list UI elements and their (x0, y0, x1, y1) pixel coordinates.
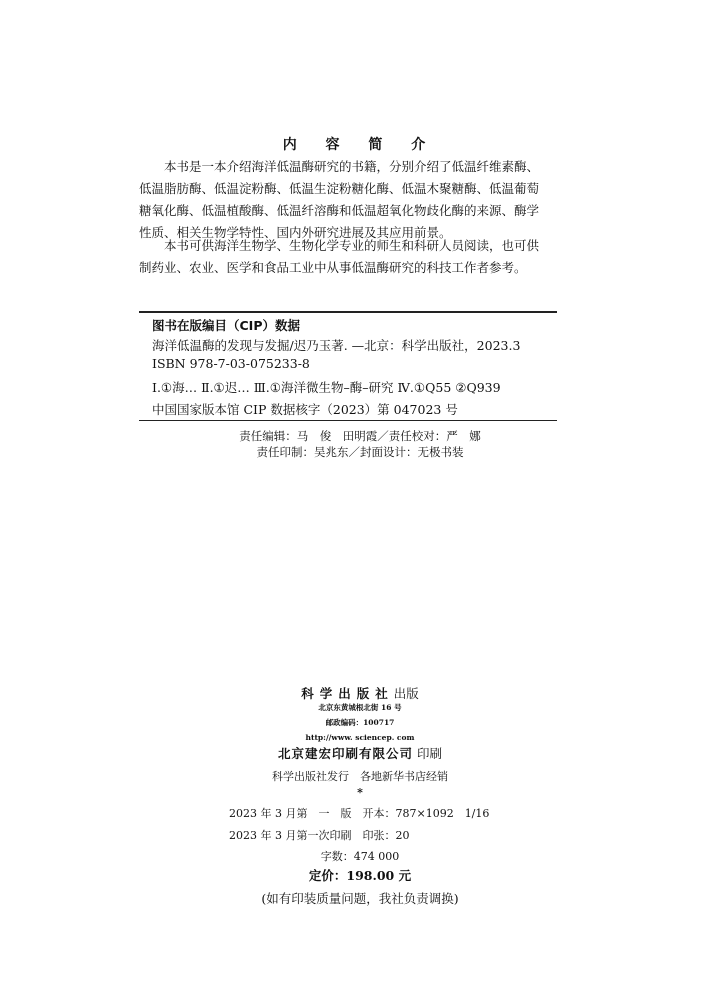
word-count: 字数：474 000 (320, 850, 400, 863)
printer-suffix: 印刷 (416, 746, 442, 761)
publisher-postcode: 邮政编码：100717 (325, 718, 395, 727)
summary-line: 本书可供海洋生物学、生物化学专业的师生和科研人员阅读，也可供 (139, 238, 540, 253)
publisher-suffix: 出版 (393, 686, 419, 701)
cip-isbn: ISBN 978-7-03-075233-8 (152, 356, 310, 371)
cip-record-number: 中国国家版本馆 CIP 数据核字（2023）第 047023 号 (152, 402, 458, 417)
printing-line: 2023 年 3 月第一次印刷 印张：20 (229, 829, 410, 842)
quality-notice: (如有印装质量问题，我社负责调换) (261, 891, 459, 906)
printer-line (0, 744, 720, 762)
editors-line-2: 责任印制：吴兆东／封面设计：无极书装 (256, 445, 464, 459)
cip-classification: Ⅰ.①海… Ⅱ.①迟… Ⅲ.①海洋微生物–酶–研究 Ⅳ.①Q55 ②Q939 (152, 380, 501, 395)
printer-name: 北京建宏印刷有限公司 (277, 746, 413, 761)
summary-line: 本书是一本介绍海洋低温酶研究的书籍，分别介绍了低温纤维素酶、 (139, 159, 540, 174)
publisher-url: http://www. sciencep. com (305, 733, 415, 742)
publisher-address: 北京东黄城根北街 16 号 (318, 703, 402, 712)
separator-star: * (357, 786, 363, 799)
summary-line: 性质、相关生物学特性、国内外研究进展及其应用前景。 (139, 225, 452, 240)
summary-heading: 内 容 简 介 (282, 137, 438, 153)
publisher-line (0, 684, 720, 702)
edition-line: 2023 年 3 月第 一 版 开本：787×1092 1/16 (229, 807, 490, 820)
cip-top-rule (139, 311, 557, 313)
cip-title-line: 海洋低温酶的发现与发掘/迟乃玉著. —北京：科学出版社，2023.3 (152, 338, 521, 353)
summary-line: 制药业、农业、医学和食品工业中从事低温酶研究的科技工作者参考。 (139, 260, 527, 275)
summary-line: 糖氧化酶、低温植酸酶、低温纤溶酶和低温超氧化物歧化酶的来源、酶学 (139, 203, 540, 218)
editors-line-1: 责任编辑：马 俊 田明霞／责任校对：严 娜 (239, 429, 481, 443)
publisher-name: 科学出版社 (301, 686, 394, 701)
summary-line: 低温脂肪酶、低温淀粉酶、低温生淀粉糖化酶、低温木聚糖酶、低温葡萄 (139, 181, 540, 196)
price: 定价：198.00 元 (308, 868, 412, 883)
cip-heading: 图书在版编目（CIP）数据 (152, 318, 300, 333)
cip-bottom-rule (139, 420, 557, 421)
distribution: 科学出版社发行 各地新华书店经销 (272, 770, 448, 783)
